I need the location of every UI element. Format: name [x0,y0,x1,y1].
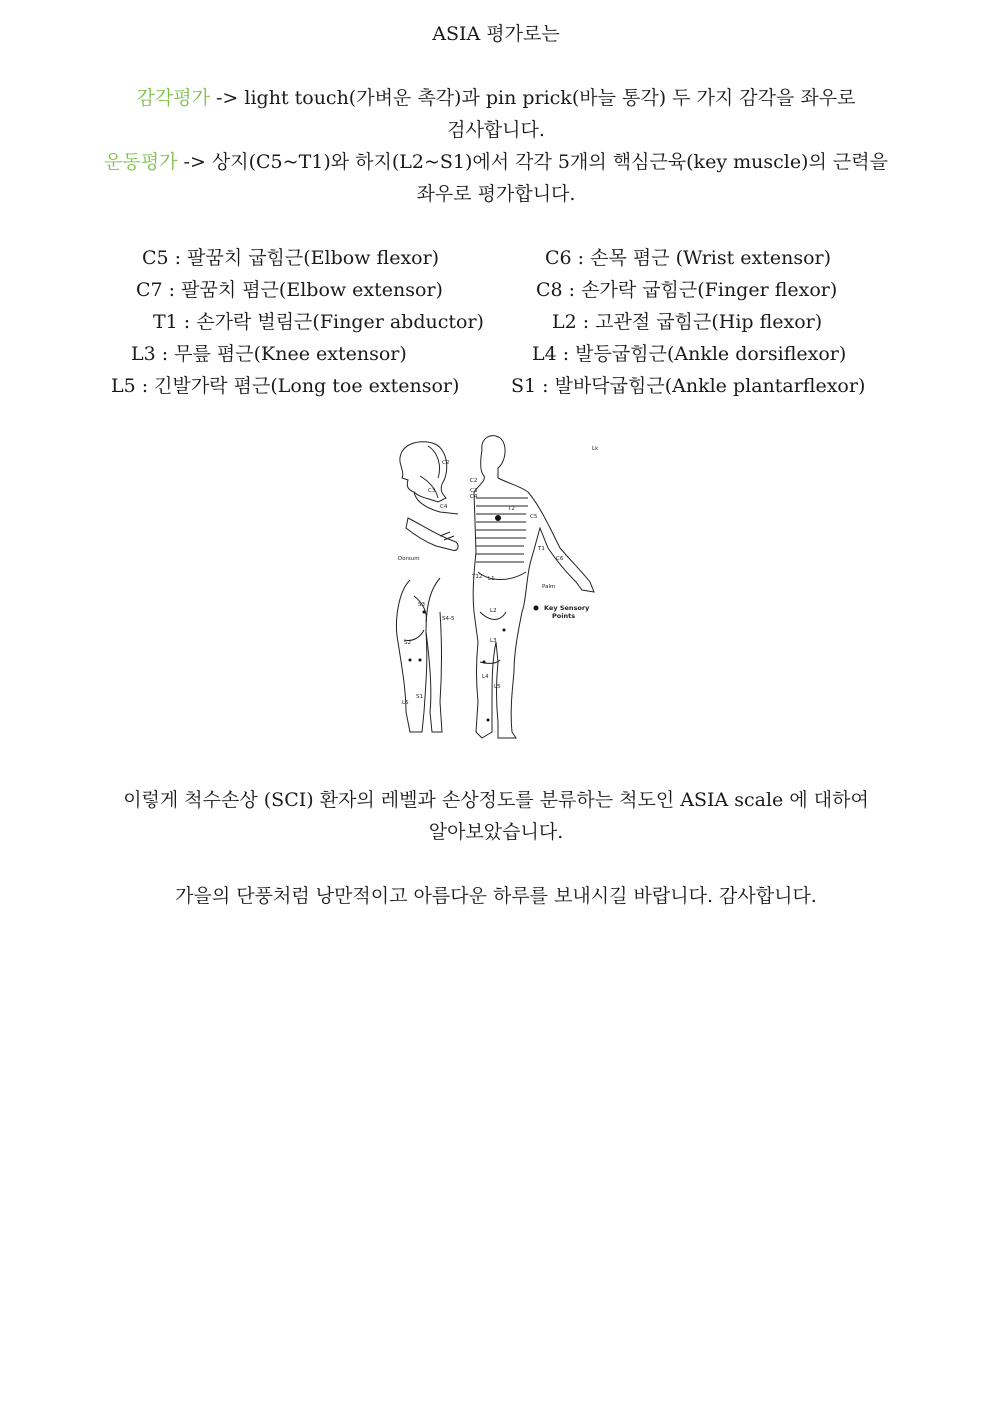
svg-text:C3: C3 [428,488,436,494]
motor-line-2: 좌우로 평가합니다. [416,183,576,205]
svg-text:S1: S1 [416,694,423,700]
muscle-l3: L3 : 무릎 폄근(Knee extensor) [131,343,407,365]
svg-text:T2: T2 [508,506,515,512]
sensory-label: 감각평가 [136,87,210,109]
closing-text: 가을의 단풍처럼 낭만적이고 아름다운 하루를 보내시길 바랍니다. 감사합니다. [175,885,817,907]
muscle-l5: L5 : 긴발가락 폄근(Long toe extensor) [111,375,460,397]
svg-text:T12: T12 [472,574,483,580]
svg-text:C5: C5 [530,514,538,520]
muscle-c5: C5 : 팔꿈치 굽힘근(Elbow flexor) [142,247,440,269]
heading: ASIA 평가로는 [432,23,560,45]
legend-points: Points [552,612,576,620]
svg-text:C3: C3 [470,488,478,494]
dermatome-figure [380,432,620,752]
conclusion-line-2: 알아보았습니다. [428,821,564,843]
svg-text:L3: L3 [490,638,497,644]
muscle-c6: C6 : 손목 폄근 (Wrist extensor) [545,247,832,269]
svg-text:C4: C4 [470,494,478,500]
svg-text:L2: L2 [490,608,497,614]
conclusion-line-1: 이렇게 척수손상 (SCI) 환자의 레벨과 손상정도를 분류하는 척도인 ASIA scale 에 대하여 [123,789,869,811]
svg-text:C6: C6 [556,556,564,562]
svg-text:S4-5: S4-5 [442,616,455,622]
svg-text:C4: C4 [440,504,448,510]
svg-text:C2: C2 [470,478,478,484]
motor-text: -> 상지(C5~T1)와 하지(L2~S1)에서 각각 5개의 핵심근육(key muscle)의 근력을 [177,151,888,173]
motor-label: 운동평가 [104,151,178,173]
svg-text:C2: C2 [442,460,450,466]
motor-line-1 [0,146,992,178]
muscle-l2: L2 : 고관절 굽힘근(Hip flexor) [552,311,823,333]
sensory-line-2: 검사합니다. [447,119,545,141]
muscle-l4: L4 : 발등굽힘근(Ankle dorsiflexor) [532,343,847,365]
sensory-line-1 [0,82,992,114]
muscle-c7: C7 : 팔꿈치 폄근(Elbow extensor) [136,279,443,301]
dermatome-diagram [380,432,620,752]
svg-text:L1: L1 [488,576,495,582]
legend-key-sensory: Key Sensory [544,604,590,612]
muscle-s1: S1 : 발바닥굽힘근(Ankle plantarflexor) [511,375,866,397]
svg-text:T1: T1 [538,546,545,552]
svg-text:L5: L5 [402,700,409,706]
sensory-text: -> light touch(가벼운 촉각)과 pin prick(바늘 통각) 두 가지 감각을 좌우로 [209,87,856,109]
corner-label: Lk [592,446,599,452]
palm-label: Palm [542,584,556,590]
dorsum-label: Dorsum [398,556,420,562]
svg-text:S3: S3 [418,602,425,608]
muscle-t1: T1 : 손가락 벌림근(Finger abductor) [153,311,484,333]
svg-text:L5: L5 [494,684,501,690]
svg-text:L4: L4 [482,674,489,680]
muscle-c8: C8 : 손가락 굽힘근(Finger flexor) [536,279,838,301]
svg-text:S2: S2 [404,640,411,646]
